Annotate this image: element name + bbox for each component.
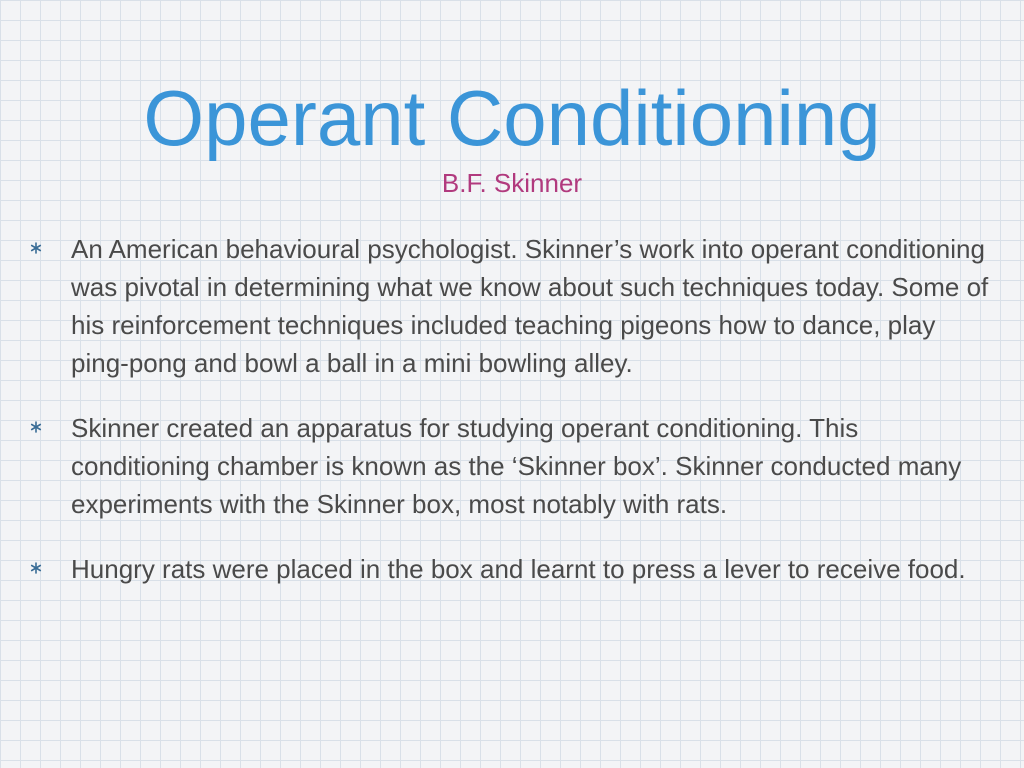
bullet-text: Skinner created an apparatus for studying operant conditioning. This conditioning chamber is known as the ‘Skinner box’. Skinner conducted many experiments with the Skinner box, most notably with rats. xyxy=(71,413,962,519)
bullet-text: Hungry rats were placed in the box and learnt to press a lever to receive food. xyxy=(71,554,966,584)
asterisk-icon xyxy=(30,242,42,254)
bullet-text: An American behavioural psychologist. Skinner’s work into operant conditioning was pivotal in determining what we know about such techniques today. Some of his reinforcement techniques included teaching pigeons how to dance, play ping-pong and bowl a ball in a mini bowling alley. xyxy=(71,234,989,378)
slide-subtitle: B.F. Skinner xyxy=(441,168,583,198)
bullet-item xyxy=(30,230,1000,382)
asterisk-icon xyxy=(30,562,42,574)
bullet-item xyxy=(30,409,1000,523)
asterisk-icon xyxy=(30,421,42,433)
bullet-item xyxy=(30,550,1000,588)
bullet-list xyxy=(30,230,1000,615)
slide-title: Operant Conditioning xyxy=(143,74,881,162)
